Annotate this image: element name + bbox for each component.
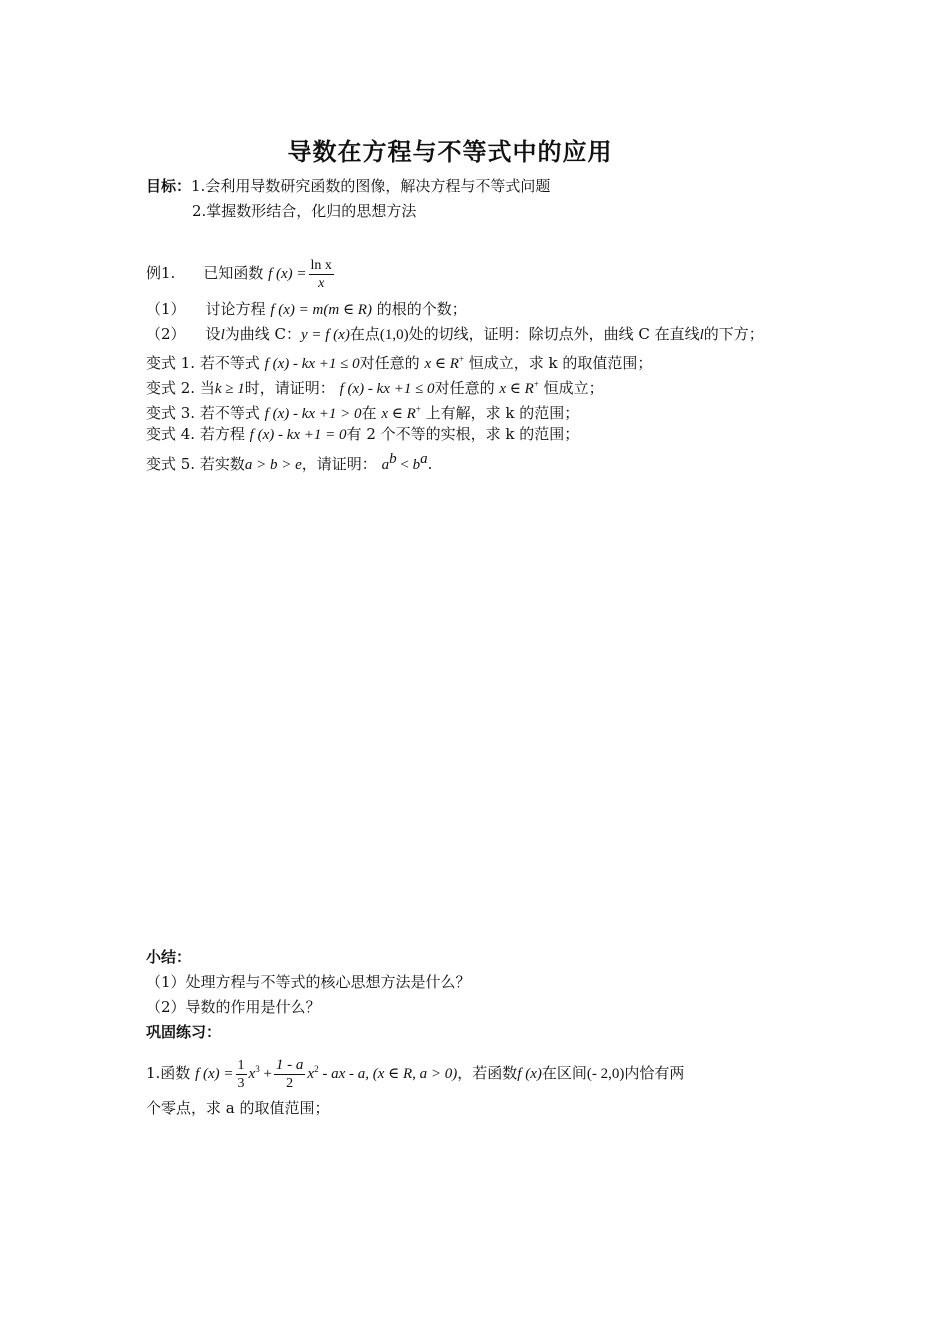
practice-term-1-exp: 3 — [255, 1064, 260, 1074]
variant-2-domain: x ∈ R — [499, 381, 534, 397]
variant-3-post: 上有解，求 k 的范围； — [425, 404, 580, 422]
question-2-pre: 设 — [205, 325, 221, 343]
variant-4-post: 有 2 个不等的实根，求 k 的范围； — [346, 425, 580, 443]
variant-1-label: 变式 1. — [146, 354, 196, 372]
question-1-math: f (x) = m(m ∈ R) — [270, 302, 372, 318]
example-1-statement — [146, 253, 336, 294]
variant-1-math: f (x) - kx +1 ≤ 0 — [264, 356, 360, 372]
practice-fraction-1 — [236, 1057, 247, 1092]
objective-2: 2.掌握数形结合，化归的思想方法 — [192, 202, 417, 220]
inequality-base-1: a — [381, 457, 390, 473]
inequality-exp-2: a — [420, 451, 428, 467]
example-1-intro: 已知函数 — [203, 264, 264, 282]
practice-fraction-1-numerator: 1 — [237, 1057, 245, 1073]
variant-5 — [146, 448, 432, 476]
question-1-post: 的根的个数； — [376, 300, 467, 318]
variant-5-mid: ，请证明： — [301, 455, 377, 473]
question-2-label: （2） — [146, 325, 186, 343]
inequality-exp-1: b — [389, 451, 397, 467]
practice-fraction-2 — [274, 1057, 306, 1092]
variant-5-label: 变式 5. — [146, 455, 196, 473]
variant-1 — [146, 348, 652, 375]
fraction-denominator: x — [318, 275, 325, 291]
objectives-line-1 — [146, 175, 550, 197]
variant-4-label: 变式 4. — [146, 425, 196, 443]
practice-1-pre: 1.函数 — [146, 1064, 191, 1082]
practice-heading: 巩固练习： — [146, 1023, 222, 1041]
variant-2-math: f (x) - kx +1 ≤ 0 — [339, 381, 435, 397]
page-title: 导数在方程与不等式中的应用 — [287, 138, 613, 166]
summary-question-1: （1）处理方程与不等式的核心思想方法是什么？ — [146, 973, 471, 991]
practice-term-2: x — [307, 1066, 315, 1082]
practice-rest: - ax - a, (x ∈ R, a > 0) — [318, 1066, 458, 1082]
practice-fraction-2-denominator: 2 — [286, 1075, 294, 1091]
variant-2-post: 恒成立； — [543, 379, 604, 397]
variant-2-mid-0: 时，请证明： — [244, 379, 335, 397]
example-1-question-1 — [146, 298, 467, 321]
example-1-question-2 — [146, 323, 764, 346]
variant-2 — [146, 373, 604, 400]
practice-problem-1-continued: 个零点，求 a 的取值范围； — [146, 1099, 330, 1117]
summary-heading: 小结： — [146, 948, 192, 966]
practice-1-mid-2: 在区间 — [541, 1064, 587, 1082]
question-2-mid-1: 为曲线 C： — [224, 325, 301, 343]
practice-term-2-exp: 2 — [314, 1064, 319, 1074]
variant-3-math: f (x) - kx +1 > 0 — [264, 406, 362, 422]
variant-3 — [146, 398, 579, 425]
variant-1-domain-sup: + — [458, 354, 464, 364]
question-2-post: 的下方； — [703, 325, 764, 343]
inequality-operator: < — [396, 457, 413, 473]
practice-1-function: f (x) — [517, 1066, 542, 1082]
variant-4 — [146, 423, 579, 446]
inequality-base-2: b — [412, 457, 421, 473]
variant-2-mid: 对任意的 — [434, 379, 495, 397]
variant-5-post: . — [427, 455, 433, 473]
practice-term-1: x — [248, 1066, 256, 1082]
line-l-symbol: l — [220, 327, 225, 343]
variant-1-domain: x ∈ R — [424, 356, 459, 372]
variant-3-pre: 若不等式 — [199, 404, 260, 422]
variant-2-condition: k ≥ 1 — [214, 381, 245, 397]
fraction-numerator: ln x — [310, 257, 332, 273]
variant-5-math: a > b > e — [244, 457, 302, 473]
function-definition-lhs: f (x) = — [268, 266, 307, 282]
practice-problem-1 — [146, 1049, 684, 1094]
variant-2-pre: 当 — [199, 379, 215, 397]
variant-1-post: 恒成立，求 k 的取值范围； — [468, 354, 653, 372]
practice-1-mid: ，若函数 — [457, 1064, 518, 1082]
variant-4-math: f (x) - kx +1 = 0 — [249, 427, 347, 443]
practice-1-interval: (- 2,0) — [586, 1066, 625, 1082]
question-2-mid-3: 处的切线，证明：除切点外，曲线 C 在直线 — [408, 325, 700, 343]
practice-1-lhs: f (x) = — [195, 1066, 234, 1082]
example-1-label: 例1. — [146, 264, 176, 282]
practice-fraction-1-denominator: 3 — [237, 1075, 245, 1091]
question-1-pre: 讨论方程 — [205, 300, 266, 318]
practice-1-post: 内恰有两 — [624, 1064, 685, 1082]
variant-5-pre: 若实数 — [199, 455, 245, 473]
variant-3-domain-sup: + — [415, 404, 421, 414]
tangent-point: (1,0) — [379, 327, 409, 343]
objectives-line-2 — [192, 200, 416, 222]
variant-2-domain-sup: + — [533, 379, 539, 389]
practice-fraction-2-numerator: 1 - a — [275, 1056, 304, 1073]
question-2-mid-2: 在点 — [349, 325, 380, 343]
practice-plus: + — [259, 1066, 272, 1082]
variant-1-mid: 对任意的 — [359, 354, 420, 372]
function-fraction — [309, 257, 334, 292]
variant-2-label: 变式 2. — [146, 379, 196, 397]
curve-equation: y = f (x) — [300, 327, 350, 343]
question-1-label: （1） — [146, 300, 186, 318]
variant-4-pre: 若方程 — [199, 425, 245, 443]
variant-1-pre: 若不等式 — [199, 354, 260, 372]
variant-3-mid: 在 — [361, 404, 377, 422]
objectives-label: 目标： — [146, 177, 192, 195]
variant-3-domain: x ∈ R — [381, 406, 416, 422]
summary-question-2: （2）导数的作用是什么？ — [146, 998, 321, 1016]
line-l-symbol-2: l — [699, 327, 704, 343]
variant-3-label: 变式 3. — [146, 404, 196, 422]
objective-1: 1.会利用导数研究函数的图像，解决方程与不等式问题 — [191, 177, 551, 195]
